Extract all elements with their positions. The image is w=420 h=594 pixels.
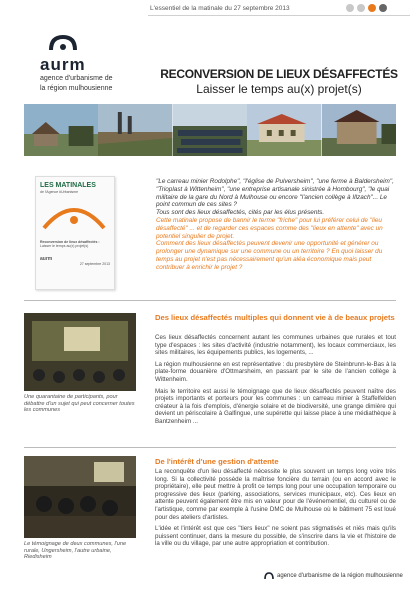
doc-subheading: Laisser le temps au(x) projet(s)	[40, 244, 89, 248]
section1-p3: Mais le territoire est aussi le témoignage que de lieux désaffectés peuvent naître des projets importants et porteurs pour les communes : un carreau minier à Staffelfelden créateur à la fois d'emplois, d'énergie solaire et de biodiversité, une grange dimière qui devient un périscolaire à Galfingue, une supérette qui laisse place à une médiathèque à Bantzenheim ...	[155, 387, 396, 425]
photo-farm	[24, 104, 98, 156]
section-divider	[24, 447, 396, 448]
doc-subtitle: de l'Agence #Urbanisme	[40, 190, 79, 194]
footer-text: agence d'urbanisme de la région mulhousienne	[277, 572, 403, 579]
title-sub: Laisser le temps au(x) projet(s)	[196, 82, 362, 96]
page-title	[148, 67, 410, 96]
header-rule	[148, 15, 410, 16]
section1-photo	[24, 313, 136, 391]
section2-p1: La reconquête d'un lieu désaffecté nécessite le plus souvent un temps long voire très long. Si la collectivité possède la maîtrise foncière du terrain (ou en accord avec le propriétaire), elle peut mettre à profit ce temps long pour une occupation temporaire ou progressive des lieux (parking, associations, services municipaux, etc). Ces lieux en attente peuvent également être mis en valeur pour de l'événementiel, du culturel ou de l'artistique, comme par exemple à l'usine DMC de Mulhouse où le bâtiment 75 est loué pour des ateliers d'artistes.	[155, 468, 396, 521]
section-divider	[24, 300, 396, 301]
section2-photo	[24, 456, 136, 538]
doc-title: LES MATINALES	[40, 182, 96, 189]
photo-strip	[24, 104, 396, 156]
doc-date: 27 septembre 2013	[79, 262, 110, 266]
doc-heading: Reconversion de lieux désaffectés :	[40, 240, 100, 244]
photo-house	[322, 104, 396, 156]
intro-quote-2: Tous sont des lieux désaffectés, cités par les élus présents.	[156, 209, 325, 217]
photo-solar-field	[173, 104, 247, 156]
section1-title: Des lieux désaffectés multiples qui donnent vie à de beaux projets	[155, 313, 395, 322]
footer	[264, 572, 403, 579]
section2-p2: L'idée et l'intérêt est que ces "tiers lieux" ne soient pas stigmatisés et niés mais qu'ils puissent continuer, dans la mesure du possible, de s'inscrire dans la vie et l'histoire de la ville ou du village, par une autre appropriation et contribution.	[155, 525, 396, 548]
logo-line-1: agence d'urbanisme de	[40, 75, 113, 82]
header-tagline: L'essentiel de la matinale du 27 septembre 2013	[150, 5, 290, 12]
section1-p1: Ces lieux désaffectés concernent autant les communes urbaines que rurales et tout type d'espaces : les sites d'activité (industrie notamment), les locaux commerciaux, les sites militaires, les équipements publics, les logements, ...	[155, 334, 396, 357]
section1-body	[155, 334, 396, 430]
title-main: RECONVERSION DE LIEUX DÉSAFFECTÉS	[160, 67, 398, 81]
doc-brand: aurm	[40, 256, 53, 262]
doc-orange-arc-icon	[36, 198, 112, 232]
intro-text	[156, 178, 396, 272]
aurm-logo-mark-icon	[48, 34, 78, 52]
aurm-logo	[40, 34, 135, 93]
header-dot	[357, 4, 365, 12]
header-dot	[346, 4, 354, 12]
aurm-footer-logo-icon	[264, 572, 274, 579]
section1-p2: La région mulhousienne en est représentative : du presbytère de Steinbrunn-le-Bas à la plate-forme douanière d'Ottmarsheim, en passant par le site de l'ancien collège à Wittenheim.	[155, 360, 396, 383]
section1-caption: Une quarantaine de participants, pour débattre d'un sujet qui peut concerner toutes les communes	[24, 394, 135, 414]
intro-orange-1: Cette matinale propose de bannir le terme "friche" pour lui préférer celui de "lieu désaffecté" ... et de regarder ces espaces comme des "lieux en attente" avec un potentiel singulier de projet.	[156, 216, 383, 240]
photo-mining	[98, 104, 172, 156]
logo-line-2: la région mulhousienne	[40, 85, 113, 92]
matinale-document-thumbnail	[35, 176, 115, 290]
intro-orange-2: Comment des lieux désaffectés peuvent devenir une opportunité et générer ou prolonger une dynamique sur une commune ou un territoire ? En quoi laisser du temps au projet n'est pas nécessairement qu'un aléa économique mais peut contribuer à enrichir le projet ?	[156, 240, 383, 271]
header-dots	[346, 4, 387, 12]
header-dot	[379, 4, 387, 12]
logo-word: aurm	[40, 55, 86, 74]
intro-quote: "Le carreau minier Rodolphe", "l'église de Pulversheim", "une ferme à Baldersheim", "Trioplast à Wittenheim", "une entreprise artisanale sinistrée à Hombourg", "le quai militaire de la gare du Nord à Mulhouse ou encore "l'ancien collège à Illzach"... Le point commun de ces sites ?	[156, 178, 394, 209]
section2-caption: Le témoignage de deux communes, l'une rurale, Ungersheim, l'autre urbaine, Riedisheim	[24, 541, 127, 561]
section2-title: De l'intérêt d'une gestion d'attente	[155, 457, 279, 466]
section2-body	[155, 468, 396, 552]
photo-building	[247, 104, 321, 156]
header-dot	[368, 4, 376, 12]
